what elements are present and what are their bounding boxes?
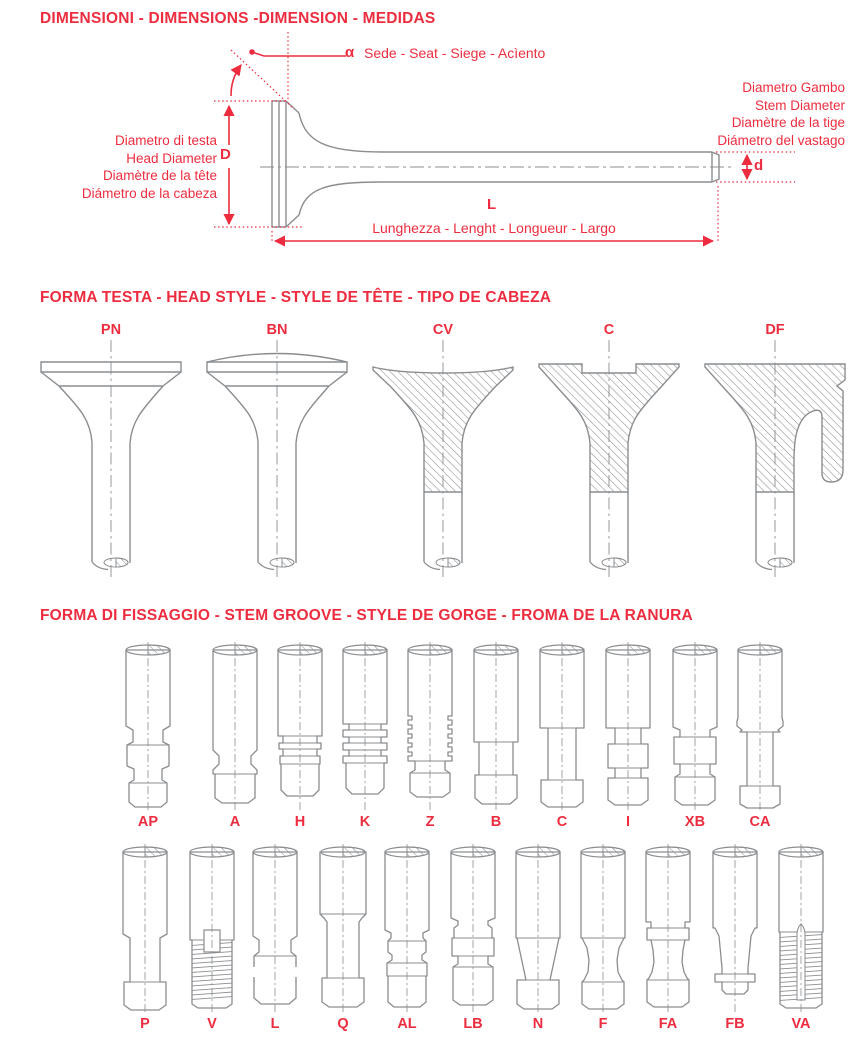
head-diameter-symbol: D [220,146,231,163]
stem-diameter-label [645,79,845,149]
stem-groove-figure [272,640,328,812]
stem-groove-figure [667,640,723,812]
stem-groove-label: Q [337,1016,349,1032]
stem-groove-figure [120,640,176,812]
stem-diameter-symbol: d [754,157,764,174]
valve-head-figure [360,334,526,584]
label-line: Diamètre de la tige [731,115,845,130]
head-style-label: BN [266,322,288,338]
stem-groove-label: VA [791,1016,811,1032]
valve-head-figure [28,334,194,584]
stem-groove-label: XB [684,814,706,830]
stem-groove-figure [117,842,173,1014]
head-style-label: DF [765,322,785,338]
valve-head-figure [692,334,858,584]
stem-groove-label: I [625,814,631,830]
stem-groove-figure [337,640,393,812]
section-title-head-style: FORMA TESTA - HEAD STYLE - STYLE DE TÊTE - TIPO DE CABEZA [40,289,552,306]
stem-groove-label: F [598,1016,608,1032]
stem-groove-figure [510,842,566,1014]
stem-groove-figure [600,640,656,812]
label-line: Diámetro del vastago [717,132,845,148]
label-line: Diamètre de la tête [102,168,217,183]
head-style-label: CV [432,322,454,338]
stem-groove-figure [534,640,590,812]
stem-groove-figure [640,842,696,1014]
stem-groove-figure [207,640,263,812]
stem-groove-label: FA [658,1016,678,1032]
stem-groove-label: CA [749,814,771,830]
stem-groove-label: L [270,1016,280,1032]
length-symbol: L [487,196,497,213]
stem-groove-label: Z [425,814,435,830]
stem-groove-label: LB [463,1016,483,1032]
stem-groove-label: AL [397,1016,417,1032]
head-style-label: C [603,322,615,338]
stem-groove-label: V [207,1016,217,1032]
stem-groove-figure [707,842,763,1014]
stem-groove-label: B [490,814,502,830]
stem-groove-figure [247,842,303,1014]
valve-head-figure [194,334,360,584]
section-title-dimensions: DIMENSIONI - DIMENSIONS -DIMENSION - MEDIDAS [40,10,436,27]
label-line: Diámetro de la cabeza [81,185,217,201]
section-title-stem-groove: FORMA DI FISSAGGIO - STEM GROOVE - STYLE DE GORGE - FROMA DE LA RANURA [40,607,693,624]
stem-groove-label: N [532,1016,544,1032]
valve-head-figure [526,334,692,584]
label-line: Diametro Gambo [742,80,845,95]
stem-groove-figure [315,842,371,1014]
seat-angle-symbol: α [345,44,355,61]
head-diameter-label [40,132,217,202]
stem-groove-label: AP [137,814,159,830]
stem-groove-label: P [140,1016,150,1032]
label-line: Head Diameter [126,150,217,166]
stem-groove-figure [575,842,631,1014]
stem-groove-label: A [229,814,241,830]
stem-groove-label: K [359,814,371,830]
stem-groove-label: C [556,814,568,830]
seat-label: Sede - Seat - Siege - Acìento [364,45,546,61]
stem-groove-label: H [294,814,306,830]
label-line: Diametro di testa [114,133,217,148]
stem-groove-figure [402,640,458,812]
stem-groove-figure [445,842,501,1014]
stem-groove-label: FB [725,1016,745,1032]
stem-groove-figure [732,640,788,812]
label-line: Stem Diameter [754,97,845,113]
length-label: Lunghezza - Lenght - Longueur - Largo [372,220,616,236]
stem-groove-figure [184,842,240,1014]
head-style-label: PN [100,322,122,338]
stem-groove-figure [773,842,829,1014]
stem-groove-figure [468,640,524,812]
stem-groove-figure [379,842,435,1014]
